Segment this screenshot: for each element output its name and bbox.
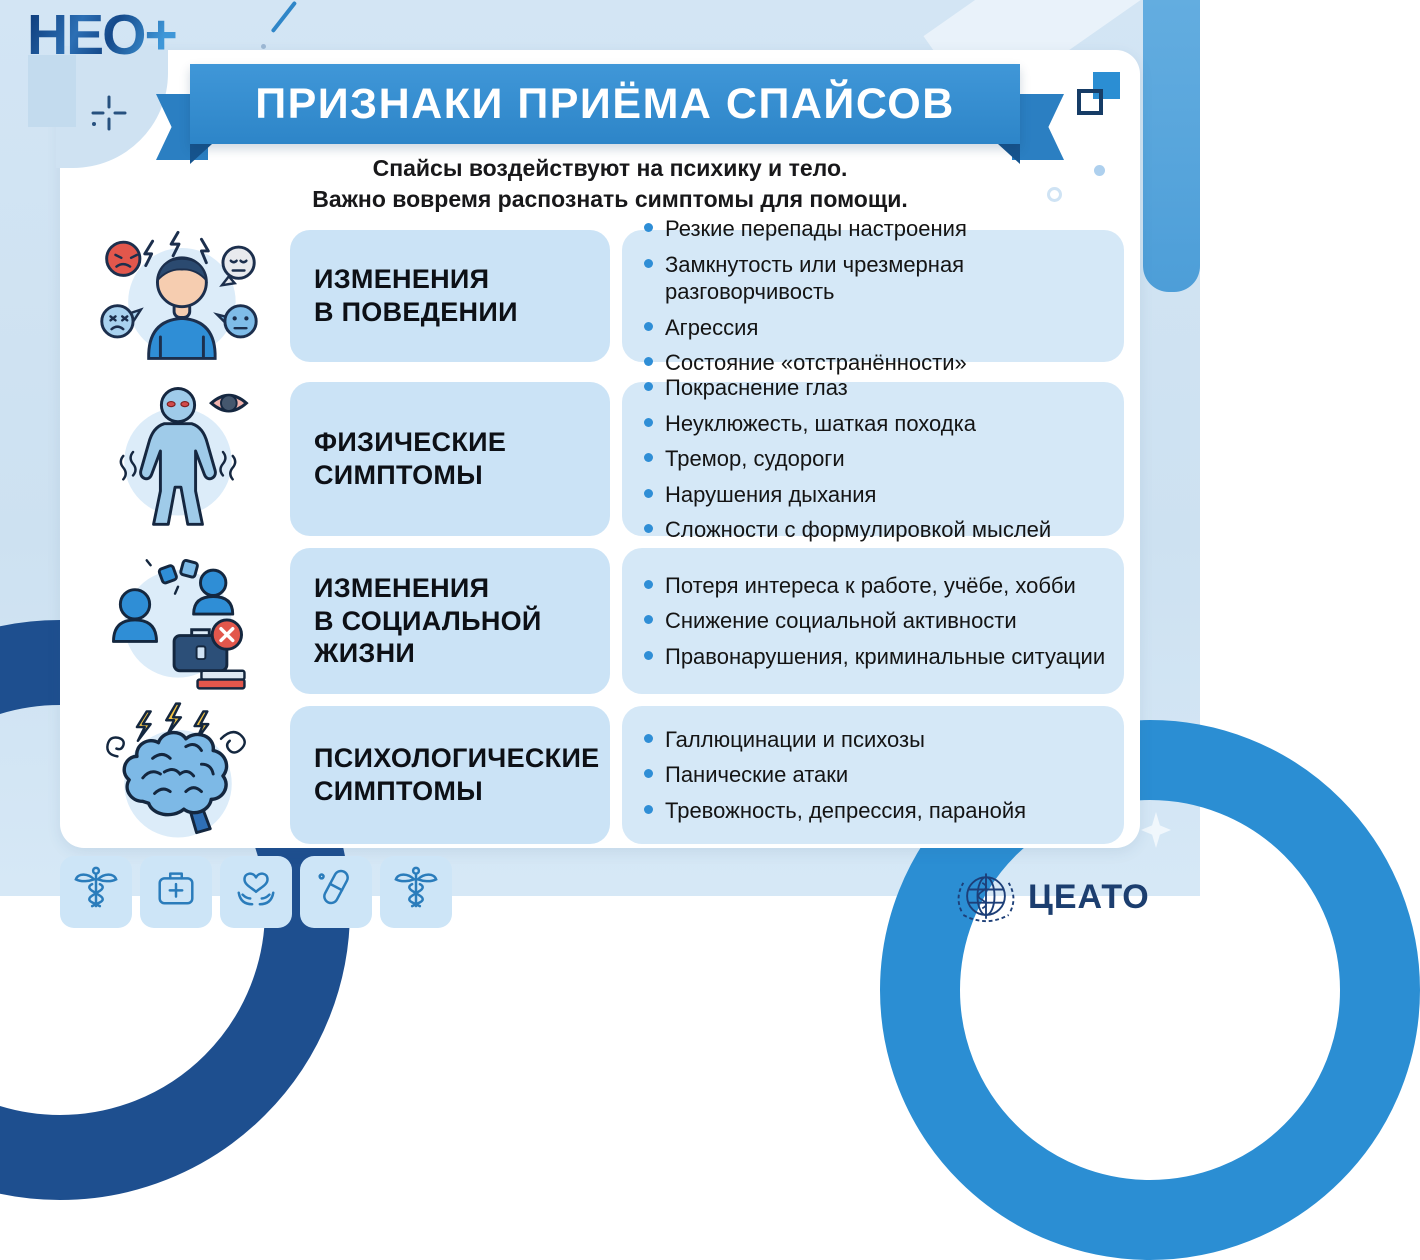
body-tremor-icon [92, 374, 264, 530]
bullet-text: Состояние «отстранённости» [665, 350, 967, 376]
poster-title: ПРИЗНАКИ ПРИЁМА СПАЙСОВ [255, 79, 955, 128]
section-title-social [290, 548, 610, 694]
bullet-item [644, 726, 1110, 754]
section-title-line: В ПОВЕДЕНИИ [314, 297, 518, 327]
brain-storm-icon [92, 698, 264, 848]
decor-dot [261, 44, 266, 49]
decor-diagonal-line [271, 1, 297, 33]
bullet-dot [644, 223, 653, 232]
section-icon-social [92, 542, 264, 694]
bullet-item [644, 410, 1110, 438]
bullet-item [644, 251, 1110, 306]
bullet-dot [644, 382, 653, 391]
bullet-item [644, 481, 1110, 509]
bullet-dot [644, 259, 653, 268]
bullet-text: Тревожность, депрессия, паранойя [665, 797, 1027, 823]
caduceus-icon [393, 864, 439, 910]
section-title-line: ПСИХОЛОГИЧЕСКИЕ [314, 743, 600, 774]
section-icon-psychological [92, 698, 264, 848]
bullet-text: Правонарушения, криминальные ситуации [665, 643, 1106, 669]
section-bullets-behavior [622, 216, 1124, 376]
decor-small-dot [1094, 165, 1105, 176]
bullet-item [644, 797, 1110, 825]
section-title-line: СИМПТОМЫ [314, 776, 483, 806]
bullet-item [644, 572, 1110, 600]
section-bullets-psychological [622, 706, 1124, 844]
bullet-item [644, 516, 1110, 544]
bullet-dot [644, 322, 653, 331]
ribbon-banner [190, 64, 1020, 144]
social-break-icon [92, 542, 264, 694]
bullet-text: Галлюцинации и психозы [665, 726, 925, 752]
bullet-text: Потеря интереса к работе, учёбе, хобби [665, 572, 1076, 598]
section-title-line: СИМПТОМЫ [314, 460, 483, 490]
first-aid-kit-icon [153, 864, 199, 910]
bullet-dot [644, 489, 653, 498]
section-title-line: ИЗМЕНЕНИЯ [314, 264, 490, 295]
section-title-line: ЖИЗНИ [314, 638, 416, 669]
bullet-text: Нарушения дыхания [665, 481, 877, 507]
bullet-dot [644, 453, 653, 462]
section-icon-behavior [92, 224, 264, 360]
subtitle-line-2: Важно вовремя распознать симптомы для помощи. [312, 186, 908, 213]
hands-heart-icon [233, 864, 279, 910]
org-emblem-icon [952, 864, 1020, 932]
bullet-item [644, 445, 1110, 473]
caduceus-icon [73, 864, 119, 910]
bullet-dot [644, 418, 653, 427]
bullet-text: Неуклюжесть, шаткая походка [665, 410, 976, 436]
footer-tile [220, 856, 292, 928]
bullet-item [644, 607, 1110, 635]
section-title-line: ФИЗИЧЕСКИЕ [314, 427, 507, 458]
section-bullets-social [622, 548, 1124, 694]
bullet-dot [644, 580, 653, 589]
capsule-icon [313, 864, 359, 910]
bullet-item [644, 761, 1110, 789]
org-name: ЦЕАТО [1028, 878, 1150, 916]
footer-tile [60, 856, 132, 928]
bullet-text: Резкие перепады настроения [665, 216, 967, 242]
section-bullets-physical [622, 375, 1124, 543]
bullet-text: Панические атаки [665, 762, 849, 788]
bullet-item [644, 215, 1110, 243]
bullet-text: Покраснение глаз [665, 375, 848, 401]
bullet-item [644, 349, 1110, 377]
footer-tile [300, 856, 372, 928]
right-blue-strip [1143, 0, 1200, 292]
section-title-behavior [290, 230, 610, 362]
bullet-dot [644, 651, 653, 660]
section-title-line: В СОЦИАЛЬНОЙ [314, 605, 542, 636]
bullet-text: Замкнутость или чрезмерная разговорчивость [665, 251, 965, 305]
subtitle-line-1: Спайсы воздействуют на психику и тело. [372, 155, 848, 181]
bullet-dot [644, 615, 653, 624]
bullet-dot [644, 524, 653, 533]
section-icon-physical [92, 374, 264, 530]
bullet-dot [644, 769, 653, 778]
footer-tile [380, 856, 452, 928]
bullet-text: Тремор, судороги [665, 446, 845, 472]
section-title-physical [290, 382, 610, 536]
decor-arc-right-clip [1140, 640, 1200, 852]
footer-tile [140, 856, 212, 928]
poster-subtitle [150, 154, 1070, 216]
crosshair-icon [90, 94, 128, 132]
bullet-item [644, 374, 1110, 402]
decor-arc-left-clip [0, 560, 60, 852]
bullet-dot [644, 805, 653, 814]
section-title-line: ИЗМЕНЕНИЯ [314, 572, 490, 603]
bullet-text: Снижение социальной активности [665, 608, 1017, 634]
bullet-dot [644, 734, 653, 743]
decor-outline-square [1077, 89, 1103, 115]
bullet-item [644, 314, 1110, 342]
brand-logo: НЕО+ [27, 3, 176, 67]
bullet-dot [644, 357, 653, 366]
emotions-person-icon [92, 224, 264, 360]
bullet-text: Сложности с формулировкой мыслей [665, 517, 1052, 543]
bullet-text: Агрессия [665, 314, 759, 340]
bullet-item [644, 643, 1110, 671]
section-title-psychological [290, 706, 610, 844]
